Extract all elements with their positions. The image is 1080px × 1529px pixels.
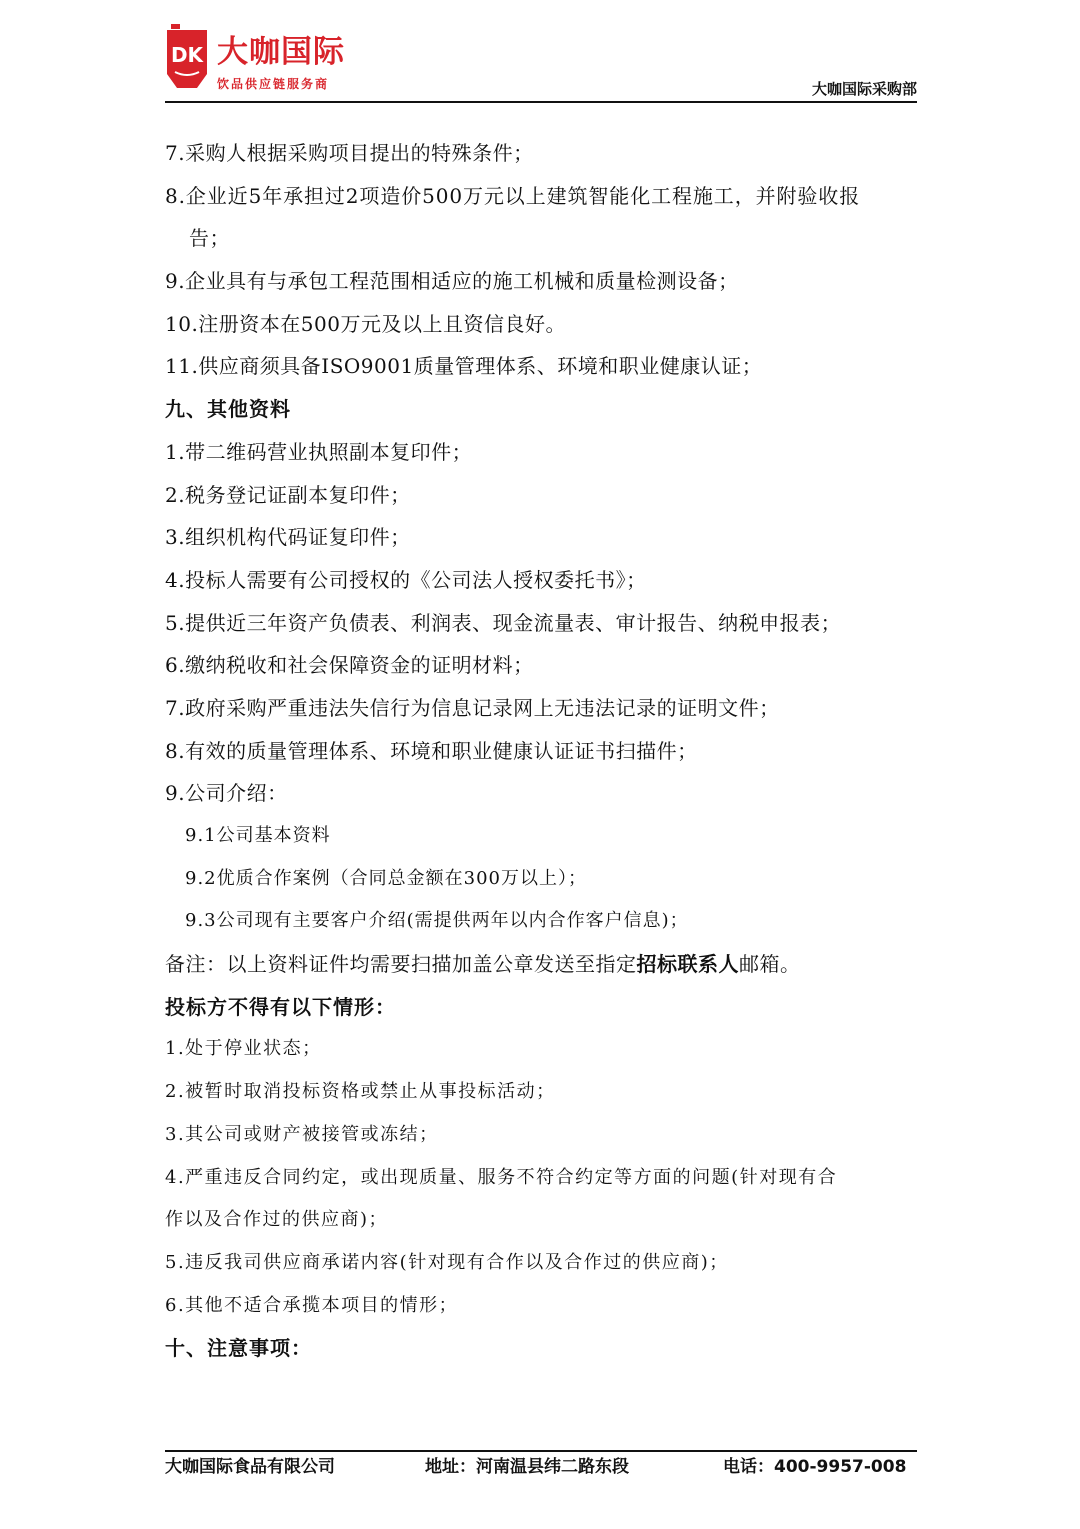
department-label: 大咖国际采购部 <box>811 80 917 98</box>
list-item-continuation: 作以及合作过的供应商)； <box>165 1209 389 1231</box>
section-heading: 投标方不得有以下情形： <box>165 994 396 1019</box>
list-item: 3.其公司或财产被接管或冻结； <box>165 1123 439 1145</box>
footer-company: 大咖国际食品有限公司 <box>165 1457 335 1477</box>
list-item: 7.采购人根据采购项目提出的特殊条件； <box>165 141 534 165</box>
document-body <box>165 132 920 1370</box>
note-paragraph <box>165 943 920 986</box>
list-item: 2.税务登记证副本复印件； <box>165 482 411 507</box>
note-text-end: 邮箱。 <box>739 952 801 977</box>
footer-address: 地址：河南温县纬二路东段 <box>425 1457 629 1477</box>
list-item: 5.提供近三年资产负债表、利润表、现金流量表、审计报告、纳税申报表； <box>165 610 842 635</box>
list-item: 6.其他不适合承揽本项目的情形； <box>165 1294 459 1316</box>
sub-list-item: 9.3公司现有主要客户介绍(需提供两年以内合作客户信息)； <box>185 910 689 932</box>
list-item-continuation: 告； <box>189 226 230 251</box>
list-item: 5.违反我司供应商承诺内容(针对现有合作以及合作过的供应商)； <box>165 1251 729 1273</box>
list-item: 8.有效的质量管理体系、环境和职业健康认证证书扫描件； <box>165 738 698 763</box>
brand-tagline: 饮品供应链服务商 <box>217 77 330 91</box>
sub-list-item: 9.2优质合作案例（合同总金额在300万以上）； <box>185 867 587 889</box>
note-text: 备注：以上资料证件均需要扫描加盖公章发送至指定 <box>165 952 637 977</box>
list-item: 10.注册资本在500万元及以上且资信良好。 <box>165 311 566 336</box>
section-heading: 十、注意事项： <box>165 1336 312 1361</box>
note-contact-highlight: 招标联系人 <box>636 952 739 977</box>
page-header <box>165 18 917 102</box>
list-item: 1.处于停业状态； <box>165 1038 322 1060</box>
section-heading: 九、其他资料 <box>165 397 291 422</box>
list-item: 11.供应商须具备ISO9001质量管理体系、环境和职业健康认证； <box>165 354 763 379</box>
footer-divider <box>165 1450 917 1452</box>
list-item: 2.被暂时取消投标资格或禁止从事投标活动； <box>165 1081 556 1103</box>
list-item: 6.缴纳税收和社会保障资金的证明材料； <box>165 653 534 678</box>
list-item: 9.企业具有与承包工程范围相适应的施工机械和质量检测设备； <box>165 269 739 294</box>
brand-logo-icon <box>165 22 209 94</box>
list-item: 9.公司介绍： <box>165 781 288 806</box>
sub-list-item: 9.1公司基本资料 <box>185 825 331 846</box>
list-item: 1.带二维码营业执照副本复印件； <box>165 439 473 464</box>
list-item: 3.组织机构代码证复印件； <box>165 525 411 550</box>
brand-mark-text: DK <box>170 43 204 67</box>
list-item: 8.企业近5年承担过2项造价500万元以上建筑智能化工程施工，并附验收报 <box>165 183 861 208</box>
header-divider <box>165 101 917 103</box>
list-item: 4.投标人需要有公司授权的《公司法人授权委托书》； <box>165 567 647 592</box>
list-item: 4.严重违反合同约定，或出现质量、服务不符合约定等方面的问题(针对现有合 <box>165 1166 838 1188</box>
list-item: 7.政府采购严重违法失信行为信息记录网上无违法记录的证明文件； <box>165 695 780 720</box>
brand-name: 大咖国际 <box>217 34 345 70</box>
footer-phone: 电话：400-9957-008 <box>723 1457 907 1477</box>
